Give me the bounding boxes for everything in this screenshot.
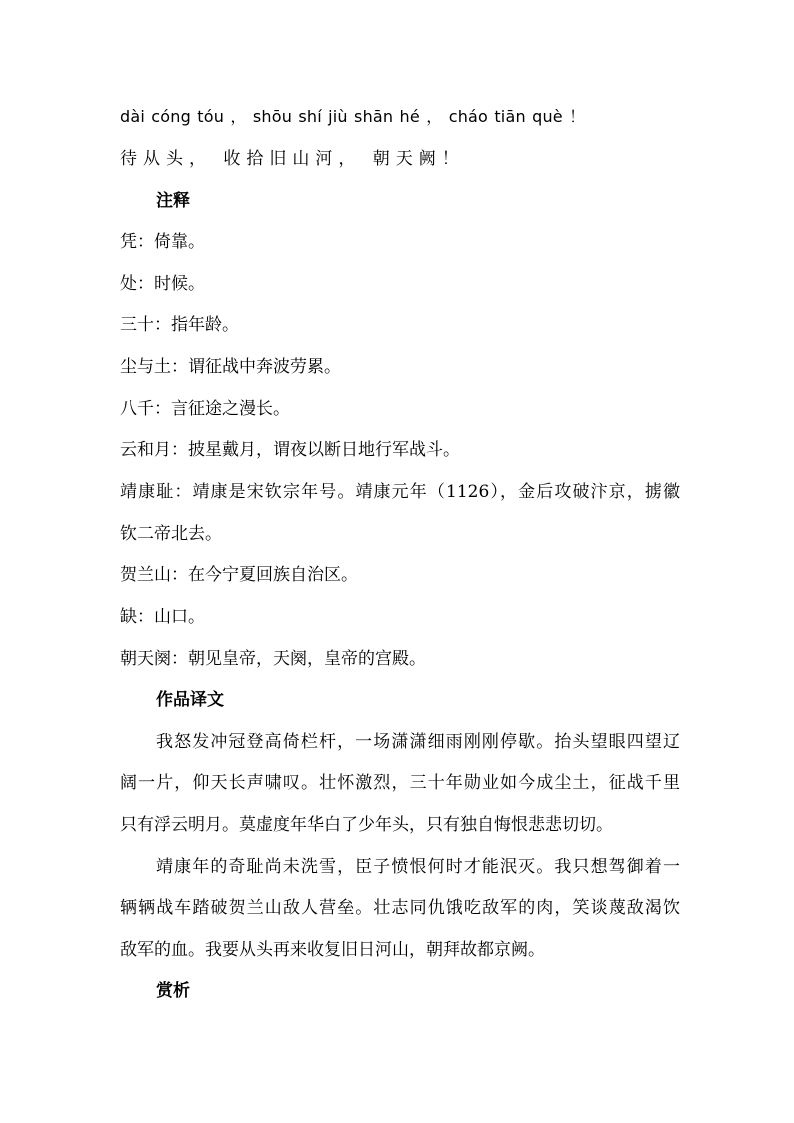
note-item: 云和月：披星戴月，谓夜以断日地行军战斗。 <box>120 440 460 460</box>
note-item: 靖康耻：靖康是宋钦宗年号。靖康元年（1126），金后攻破汴京，掳徽 <box>120 482 680 502</box>
translation-line: 我怒发冲冠登高倚栏杆，一场潇潇细雨刚刚停歇。抬头望眼四望辽 <box>156 732 680 752</box>
note-item: 三十：指年龄。 <box>120 315 239 335</box>
note-item: 凭：倚靠。 <box>120 232 205 252</box>
translation-heading: 作品译文 <box>156 690 224 710</box>
poem-line: 待从头， 收拾旧山河， 朝天阙！ <box>120 149 465 169</box>
note-item: 尘与土：谓征战中奔波劳累。 <box>120 357 341 377</box>
appreciation-heading: 赏析 <box>156 981 190 1001</box>
note-item: 八千：言征途之漫长。 <box>120 399 290 419</box>
note-item: 朝天阕：朝见皇帝，天阕，皇帝的宫殿。 <box>120 649 426 669</box>
translation-line: 辆辆战车踏破贺兰山敌人营垒。壮志同仇饿吃敌军的肉，笑谈蔑敌渴饮 <box>120 898 680 918</box>
translation-line: 靖康年的奇耻尚未洗雪，臣子愤恨何时才能泯灭。我只想驾御着一 <box>156 857 680 877</box>
translation-line: 只有浮云明月。莫虚度年华白了少年头，只有独自悔恨悲悲切切。 <box>120 815 613 835</box>
translation-line: 敌军的血。我要从头再来收复旧日河山，朝拜故都京阙。 <box>120 940 545 960</box>
note-item: 处：时候。 <box>120 274 205 294</box>
notes-heading: 注释 <box>156 191 190 211</box>
note-item: 贺兰山：在今宁夏回族自治区。 <box>120 565 358 585</box>
pinyin-line: dài cóng tóu ， shōu shí jiù shān hé ， cháo tiān què ！ <box>120 107 586 126</box>
translation-line: 阔一片，仰天长声啸叹。壮怀激烈，三十年勋业如今成尘土，征战千里 <box>120 773 680 793</box>
note-item: 缺：山口。 <box>120 607 205 627</box>
note-item: 钦二帝北去。 <box>120 524 222 544</box>
